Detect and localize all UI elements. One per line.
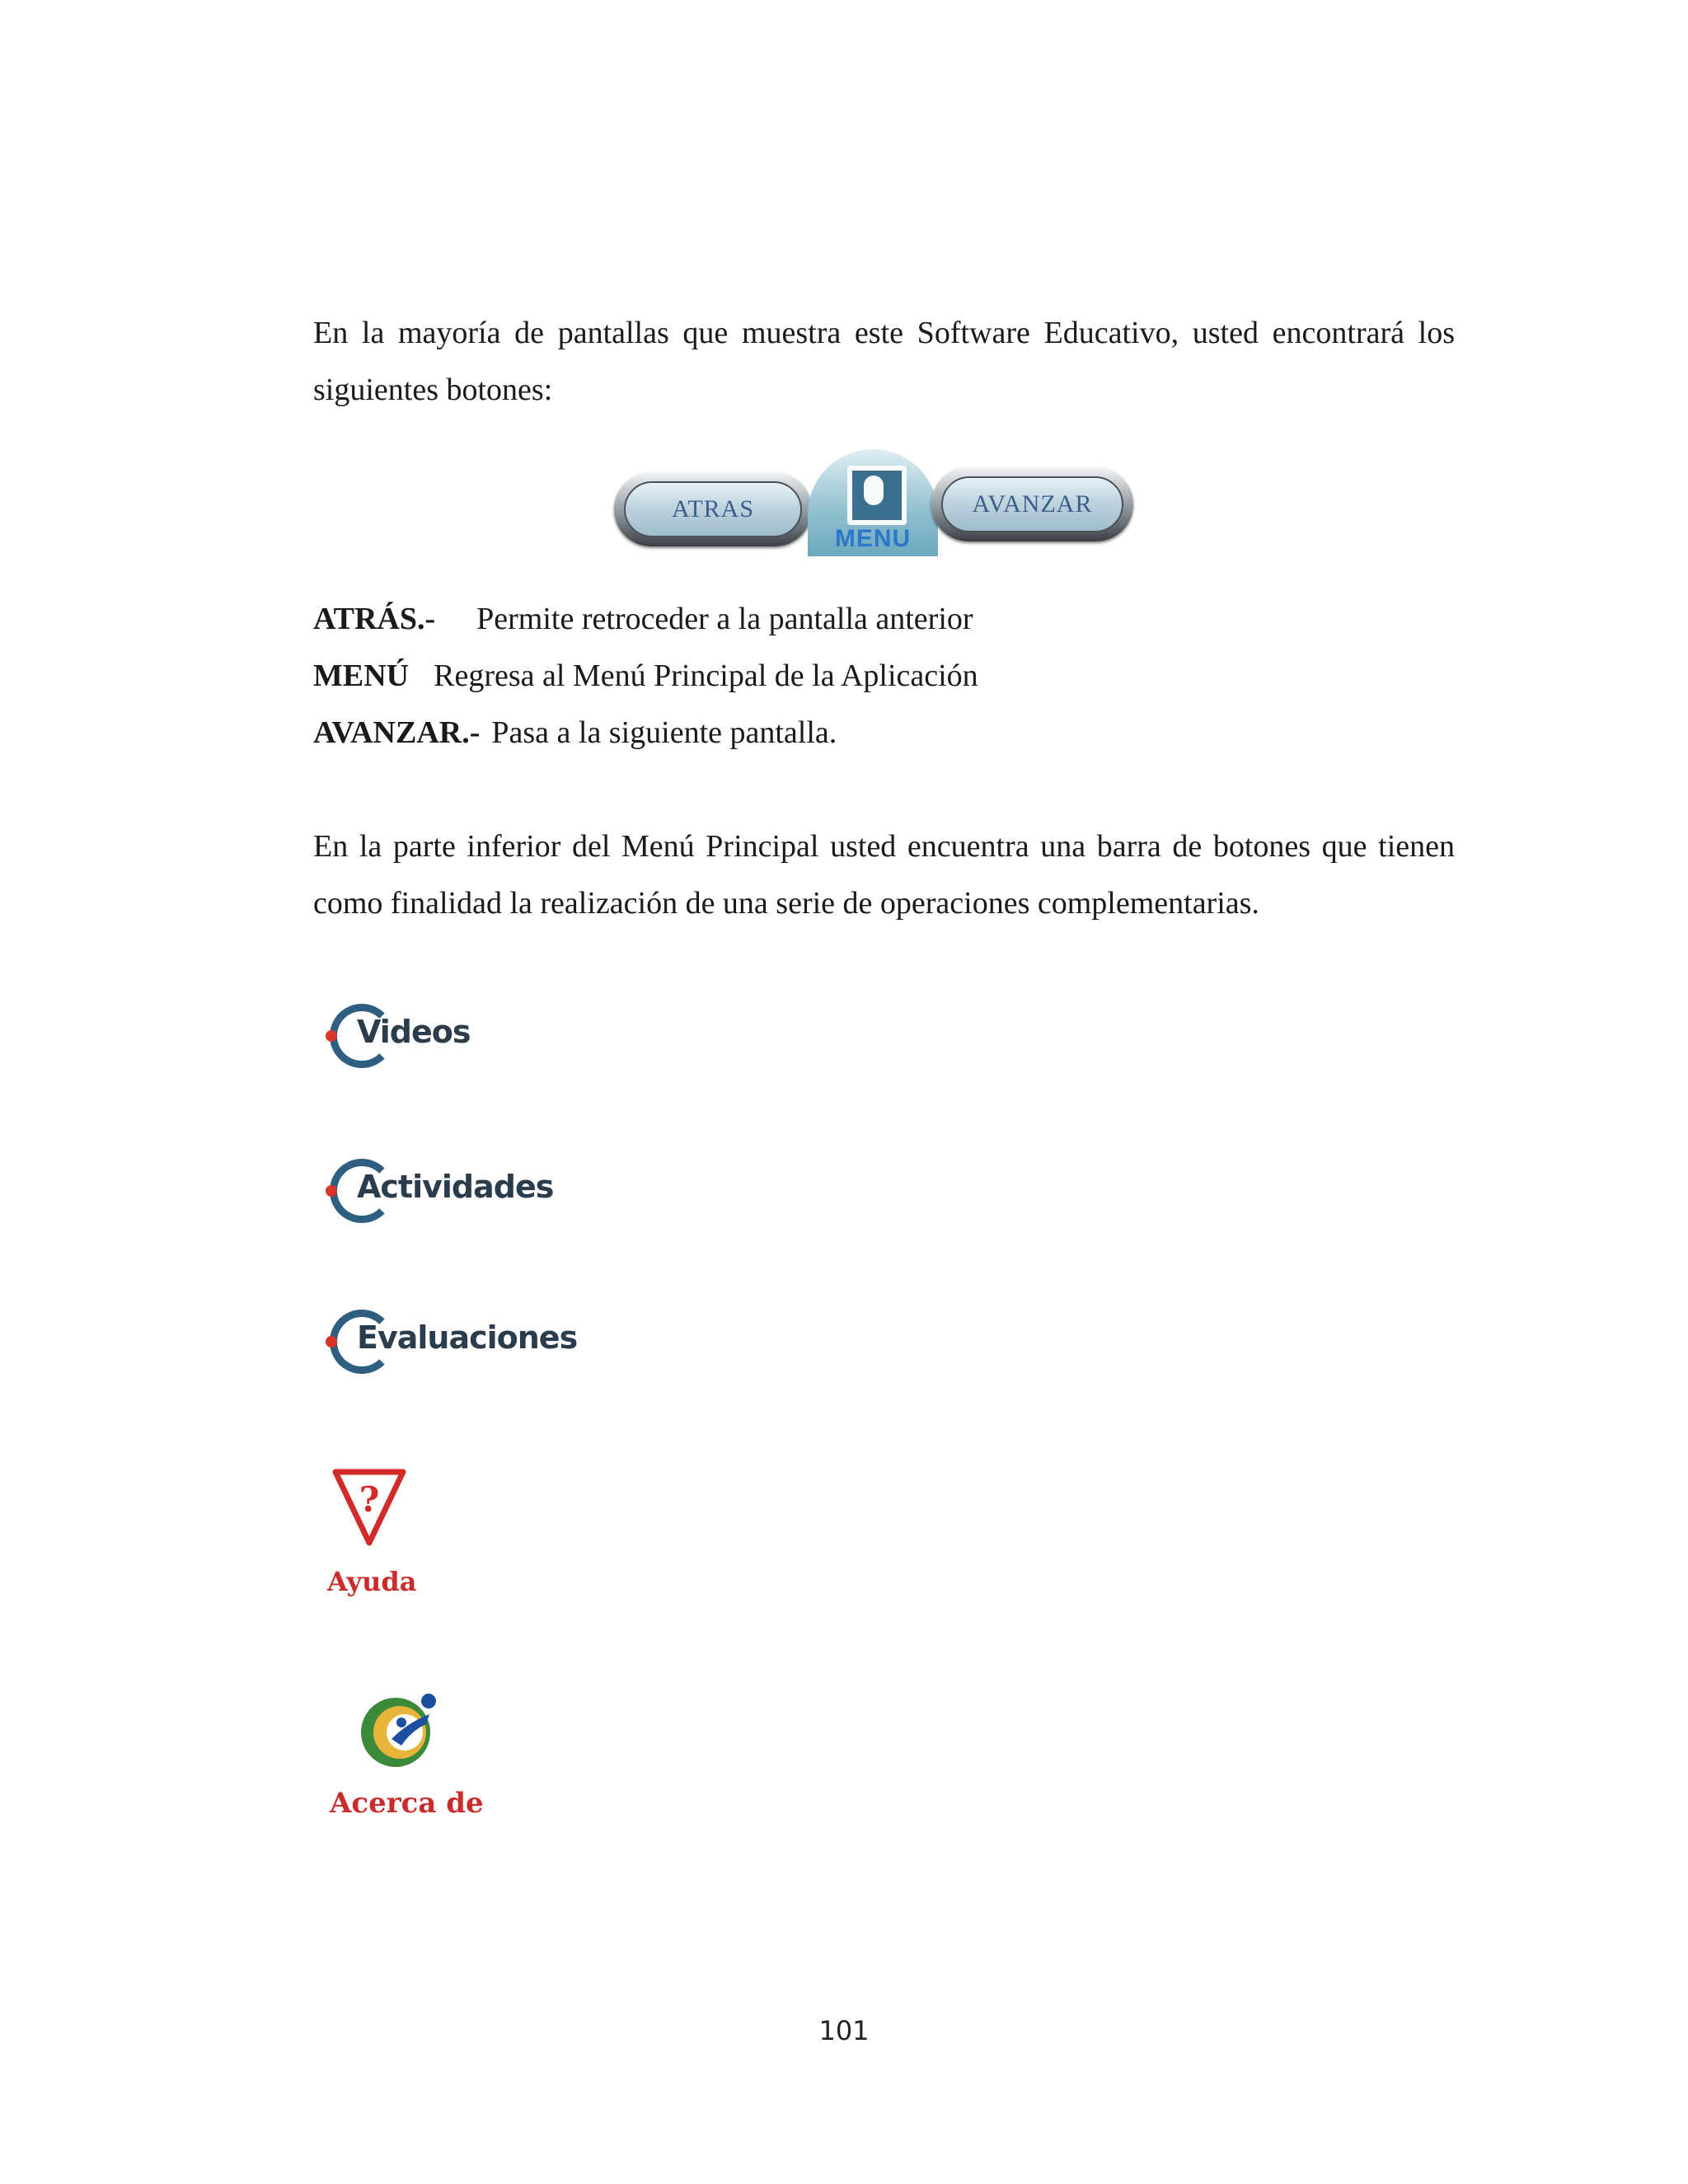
acerca-de-label: Acerca de [330, 1787, 484, 1820]
definition-avanzar [313, 712, 837, 753]
page-number: 101 [818, 2015, 870, 2046]
red-dot-icon [326, 1030, 337, 1042]
red-dot-icon [326, 1336, 337, 1347]
svg-text:?: ? [359, 1479, 380, 1520]
red-dot-icon [326, 1185, 337, 1197]
ayuda-button[interactable] [326, 1465, 424, 1605]
definition-term: ATRÁS.- [313, 602, 436, 636]
definition-description: Pasa a la siguiente pantalla. [491, 715, 837, 750]
menu-button[interactable] [808, 449, 938, 556]
atras-button[interactable] [614, 472, 812, 546]
definition-term: MENÚ [313, 658, 410, 693]
bottom-bar-paragraph: En la parte inferior del Menú Principal usted encuentra una barra de botones que tienen como finalidad la realización de una serie de operaciones complementarias. [313, 829, 1455, 921]
definition-term: AVANZAR.- [313, 715, 481, 750]
avanzar-button-label: AVANZAR [941, 476, 1123, 532]
actividades-label: Actividades [357, 1169, 554, 1205]
avanzar-button[interactable] [931, 467, 1133, 541]
definition-description: Permite retroceder a la pantalla anterior [476, 602, 973, 636]
about-logo-icon [350, 1690, 449, 1772]
menu-button-label: MENU [834, 525, 912, 552]
intro-paragraph: En la mayoría de pantallas que muestra este Software Educativo, usted encontrará los siguientes botones: [313, 316, 1455, 407]
ayuda-label: Ayuda [327, 1566, 417, 1597]
evaluaciones-button[interactable] [326, 1310, 578, 1384]
acerca-de-button[interactable] [326, 1690, 490, 1830]
videos-label: Videos [357, 1014, 471, 1050]
actividades-button[interactable] [326, 1159, 554, 1233]
help-triangle-icon [332, 1465, 406, 1548]
videos-button[interactable] [326, 1004, 474, 1078]
atras-button-label: ATRAS [624, 481, 802, 537]
menu-icon [847, 466, 907, 525]
definition-atras [313, 598, 973, 640]
definition-description: Regresa al Menú Principal de la Aplicación [434, 658, 978, 693]
definition-menu [313, 655, 978, 696]
navigation-buttons-image [614, 449, 1133, 556]
evaluaciones-label: Evaluaciones [357, 1319, 578, 1356]
